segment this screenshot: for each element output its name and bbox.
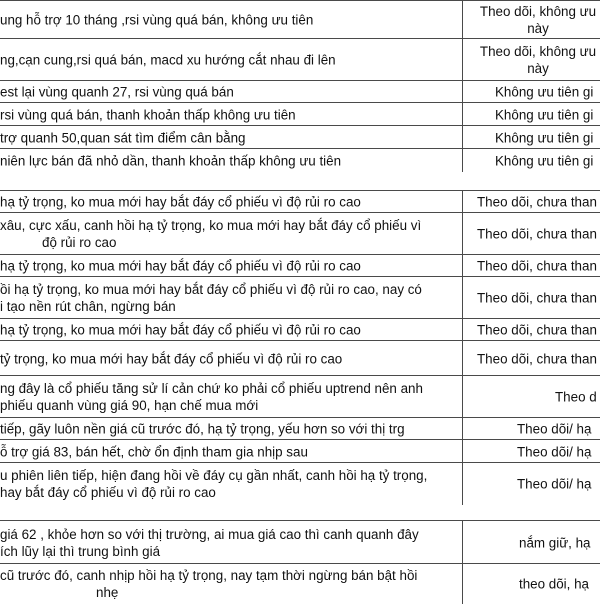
status-cell[interactable]	[462, 440, 600, 463]
status-text: Theo d	[555, 389, 597, 405]
table-row[interactable]	[0, 318, 600, 341]
table-row[interactable]	[0, 102, 600, 126]
note-cell[interactable]	[0, 39, 462, 81]
table-row[interactable]	[0, 340, 600, 376]
note-text: ng,cạn cung,rsi quá bán, macd xu hướng cắt nhau đi lên	[0, 52, 336, 68]
status-text: Không ưu tiên gi	[495, 107, 594, 122]
note-line-2: nhẹ	[96, 585, 119, 600]
note-text	[0, 217, 462, 251]
status-cell[interactable]	[462, 376, 600, 418]
status-cell[interactable]	[462, 319, 600, 341]
note-text	[0, 467, 462, 501]
note-line-1: ng đây là cổ phiếu tăng sử lí cản chứ ko phải cổ phiếu uptrend nên anh	[0, 381, 423, 396]
note-line-2: độ rủi ro cao	[42, 235, 117, 250]
note-cell[interactable]	[0, 126, 462, 149]
status-line-1: Theo dõi, không ưu	[479, 4, 597, 19]
table-row[interactable]	[0, 212, 600, 255]
status-text	[475, 3, 600, 37]
note-text: est lại vùng quanh 27, rsi vùng quá bán	[0, 84, 234, 100]
row-gap	[0, 172, 600, 190]
status-text: nắm giữ, hạ	[519, 535, 591, 550]
table-row[interactable]	[0, 520, 600, 564]
note-cell[interactable]	[0, 463, 462, 505]
status-text	[475, 43, 600, 77]
note-text: hạ tỷ trọng, ko mua mới hay bắt đáy cổ phiếu vì độ rủi ro cao	[0, 194, 361, 210]
status-line-2: này	[527, 21, 549, 36]
note-cell[interactable]	[0, 191, 462, 213]
status-line-2: này	[527, 61, 549, 76]
table-row[interactable]	[0, 80, 600, 103]
table-row[interactable]	[0, 375, 600, 418]
note-text: tỷ trọng, ko mua mới hay bắt đáy cổ phiếu vì độ rủi ro cao	[0, 351, 343, 366]
note-cell[interactable]	[0, 418, 462, 440]
status-cell[interactable]	[462, 149, 600, 173]
status-cell[interactable]	[462, 213, 600, 255]
note-line-2: phiếu quanh vùng giá 90, hạn chế mua mới	[0, 398, 259, 413]
note-text: ỗ trợ giá 83, bán hết, chờ ổn định tham gia nhịp sau	[0, 444, 308, 459]
note-text	[0, 567, 462, 601]
table-row[interactable]	[0, 125, 600, 149]
note-text: niên lực bán đã nhỏ dần, thanh khoản thấp không ưu tiên	[0, 153, 342, 169]
note-cell[interactable]	[0, 319, 462, 341]
note-line-1: xâu, cực xấu, canh hồi hạ tỷ trọng, ko mua mới hay bắt đáy cổ phiếu vì	[0, 218, 422, 233]
status-cell[interactable]	[462, 126, 600, 149]
status-cell[interactable]	[462, 564, 600, 604]
note-cell[interactable]	[0, 564, 462, 604]
status-cell[interactable]	[462, 521, 600, 564]
note-cell[interactable]	[0, 1, 462, 39]
status-cell[interactable]	[462, 277, 600, 319]
status-cell[interactable]	[462, 81, 600, 103]
status-cell[interactable]	[462, 39, 600, 81]
status-cell[interactable]	[462, 341, 600, 376]
status-text: Theo dõi, chưa than	[477, 194, 597, 210]
note-cell[interactable]	[0, 277, 462, 319]
status-text: Theo dõi, chưa than	[477, 258, 597, 274]
status-cell[interactable]	[462, 418, 600, 440]
note-line-1: giá 62 , khỏe hơn so với thị trường, ai mua giá cao thì canh quanh đây	[0, 526, 419, 542]
note-line-2: i tạo nền rút chân, ngừng bán	[0, 299, 176, 314]
table-row[interactable]	[0, 148, 600, 173]
table-row[interactable]	[0, 439, 600, 463]
table-row[interactable]	[0, 254, 600, 277]
status-cell[interactable]	[462, 191, 600, 213]
status-text: Theo dõi, chưa than	[477, 226, 597, 242]
status-text: theo dõi, hạ	[519, 576, 589, 592]
note-line-1: cũ trước đó, canh nhịp hồi hạ tỷ trọng, nay tạm thời ngừng bán bật hồi	[0, 568, 418, 583]
note-text	[0, 526, 462, 560]
note-cell[interactable]	[0, 81, 462, 103]
note-text: hạ tỷ trọng, ko mua mới hay bắt đáy cổ phiếu vì độ rủi ro cao	[0, 322, 361, 338]
row-gap	[0, 505, 600, 520]
note-text	[0, 281, 462, 315]
status-cell[interactable]	[462, 255, 600, 277]
note-cell[interactable]	[0, 149, 462, 173]
table-row[interactable]	[0, 276, 600, 319]
note-cell[interactable]	[0, 376, 462, 418]
note-cell[interactable]	[0, 521, 462, 564]
status-text: Theo dõi/ hạ	[517, 444, 592, 459]
table-row[interactable]	[0, 190, 600, 213]
note-line-2: hay bắt đáy cổ phiếu vì độ rủi ro cao	[0, 485, 216, 500]
status-text: Theo dõi/ hạ	[517, 476, 592, 492]
status-text: Theo dõi, chưa than	[477, 351, 597, 366]
note-text	[0, 380, 462, 414]
note-cell[interactable]	[0, 103, 462, 126]
status-line-1: Theo dõi, không ưu	[479, 44, 597, 59]
status-text: Theo dõi, chưa than	[477, 322, 597, 338]
status-cell[interactable]	[462, 1, 600, 39]
note-text: trợ quanh 50,quan sát tìm điểm cân bằng	[0, 130, 246, 145]
note-line-2: ích lũy lại thì trung bình giá	[0, 543, 161, 559]
status-text: Theo dõi, chưa than	[477, 290, 597, 306]
note-cell[interactable]	[0, 341, 462, 376]
status-cell[interactable]	[462, 463, 600, 505]
note-text: tiếp, gãy luôn nền giá cũ trước đó, hạ tỷ trọng, yếu hơn so với thị trg	[0, 421, 405, 437]
table-row[interactable]	[0, 462, 600, 506]
note-text: rsi vùng quá bán, thanh khoản thấp không ưu tiên	[0, 107, 296, 122]
table-row[interactable]	[0, 38, 600, 81]
status-text: Không ưu tiên gi	[495, 153, 594, 169]
note-line-1: u phiên liên tiếp, hiện đang hồi về đáy cụ gần nhất, canh hồi hạ tỷ trọng,	[0, 468, 428, 483]
note-text: ung hỗ trợ 10 tháng ,rsi vùng quá bán, không ưu tiên	[0, 12, 314, 28]
note-cell[interactable]	[0, 255, 462, 277]
status-text: Không ưu tiên gi	[495, 130, 594, 145]
note-text: hạ tỷ trọng, ko mua mới hay bắt đáy cổ phiếu vì độ rủi ro cao	[0, 258, 361, 274]
table-row[interactable]	[0, 0, 600, 39]
status-text: Theo dõi/ hạ	[517, 421, 592, 437]
table-row[interactable]	[0, 563, 600, 604]
status-text: Không ưu tiên gi	[495, 84, 594, 100]
note-cell[interactable]	[0, 213, 462, 255]
table-row[interactable]	[0, 417, 600, 440]
status-cell[interactable]	[462, 103, 600, 126]
note-cell[interactable]	[0, 440, 462, 463]
note-line-1: ồi hạ tỷ trọng, ko mua mới hay bắt đáy cổ phiếu vì độ rủi ro cao, nay có	[0, 282, 422, 297]
